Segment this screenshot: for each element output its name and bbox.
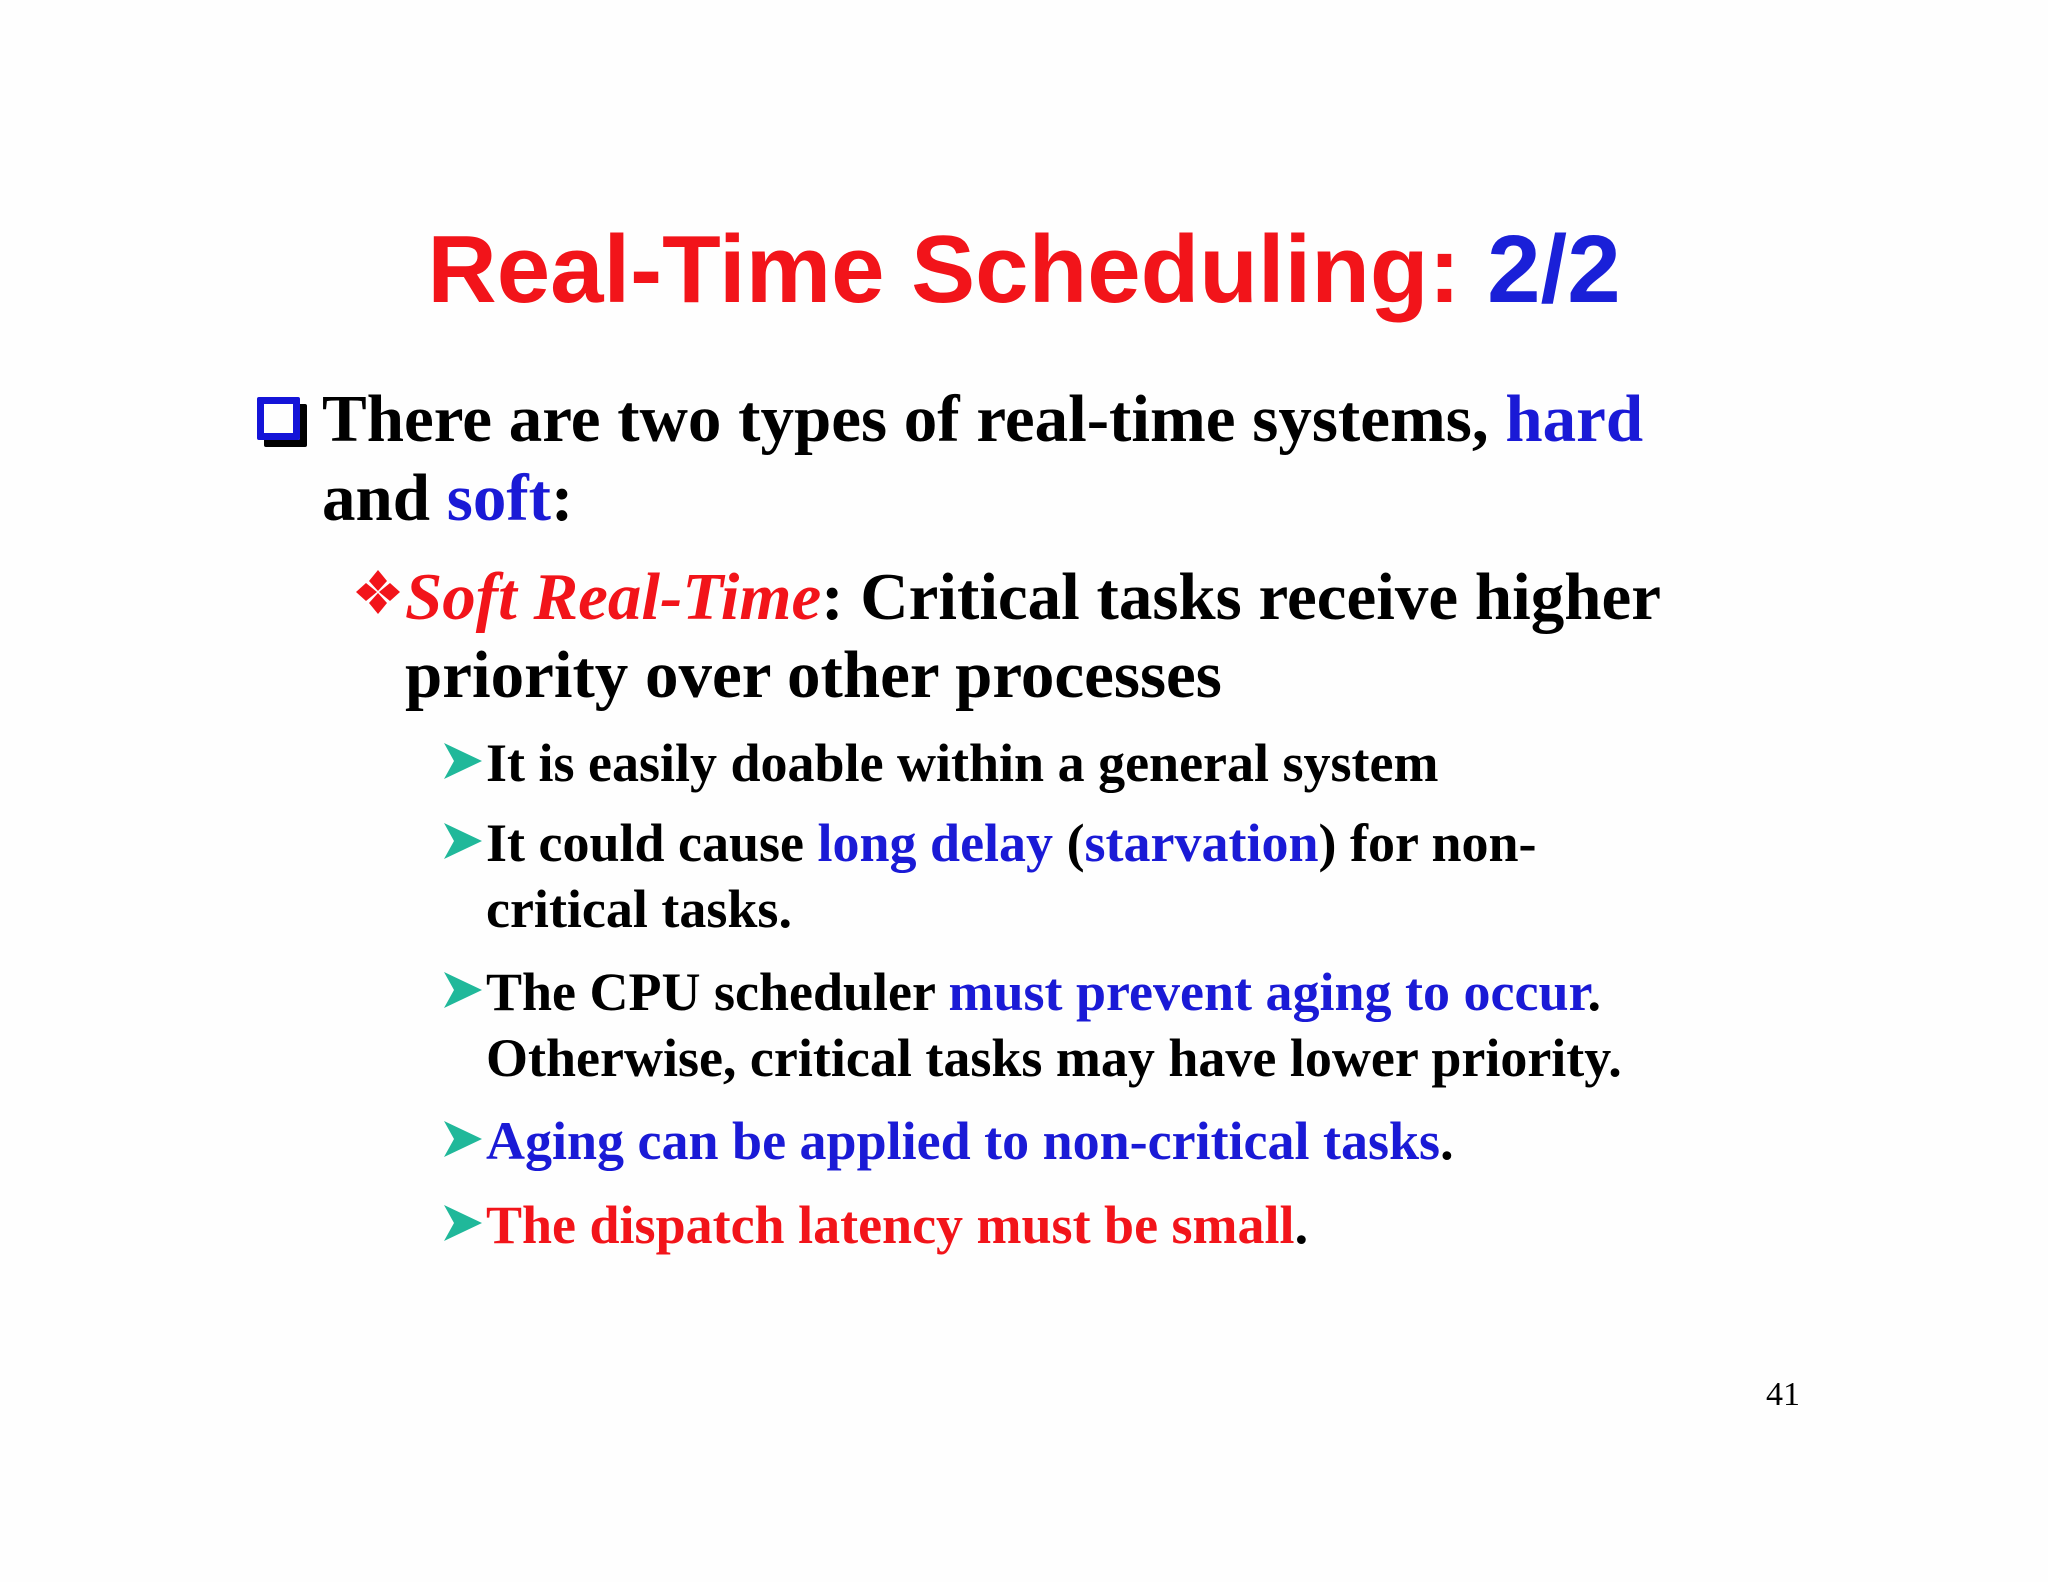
sub5-line1	[486, 1192, 1308, 1258]
arrowhead-bullet-icon	[442, 969, 484, 1011]
bullet1-text-b: and	[322, 461, 447, 535]
sub5-highlight: The dispatch latency must be small	[486, 1195, 1295, 1255]
sub4-line1	[486, 1108, 1454, 1174]
bullet2-line1	[405, 558, 1661, 636]
sub3-text-b: .	[1587, 962, 1601, 1022]
page-number: 41	[1766, 1376, 1800, 1413]
slide-title	[0, 215, 2048, 325]
sub3-highlight: must prevent aging to occur	[948, 962, 1588, 1022]
sub1-text: It is easily doable within a general system	[486, 733, 1439, 793]
bullet1-text-a: There are two types of real-time systems,	[322, 382, 1506, 456]
sub5-text-b: .	[1294, 1195, 1309, 1255]
sub2-text-a: It could cause	[486, 813, 818, 873]
bullet2-term: Soft Real-Time	[405, 560, 822, 634]
bullet1-text-c: :	[550, 461, 574, 535]
sub3-text-a: The CPU scheduler	[486, 962, 949, 1022]
sub2-line1	[486, 810, 1537, 876]
sub4-highlight: Aging can be applied to non-critical tasks	[486, 1111, 1441, 1171]
arrowhead-bullet-icon	[442, 740, 484, 782]
sub1-line1	[486, 730, 1439, 796]
four-diamond-bullet-icon	[352, 566, 404, 618]
bullet1-soft: soft	[446, 461, 551, 535]
sub3-line1	[486, 959, 1601, 1025]
bullet2-text-b: priority over other processes	[405, 638, 1222, 712]
sub2-text-b: (	[1053, 813, 1085, 873]
sub2-starvation: starvation	[1084, 813, 1319, 873]
arrowhead-bullet-icon	[442, 1202, 484, 1244]
bullet1-hard: hard	[1505, 382, 1644, 456]
arrowhead-bullet-icon	[442, 820, 484, 862]
sub4-text-b: .	[1440, 1111, 1454, 1171]
sub2-line2	[486, 876, 792, 942]
bullet2-text-a: : Critical tasks receive higher	[821, 560, 1661, 634]
sub2-long-delay: long delay	[817, 813, 1054, 873]
square-bullet-icon	[257, 397, 300, 440]
arrowhead-bullet-icon	[442, 1118, 484, 1160]
title-main: Real-Time Scheduling:	[427, 216, 1488, 323]
bullet2-line2	[405, 636, 1222, 714]
sub3-line2	[486, 1025, 1622, 1091]
sub2-text-d: critical tasks.	[486, 879, 792, 939]
title-part: 2/2	[1487, 216, 1621, 323]
bullet1-line2	[322, 459, 573, 537]
sub3-text-c: Otherwise, critical tasks may have lower priority.	[486, 1028, 1622, 1088]
bullet1-line1	[322, 380, 1643, 458]
sub2-text-c: ) for non-	[1318, 813, 1537, 873]
